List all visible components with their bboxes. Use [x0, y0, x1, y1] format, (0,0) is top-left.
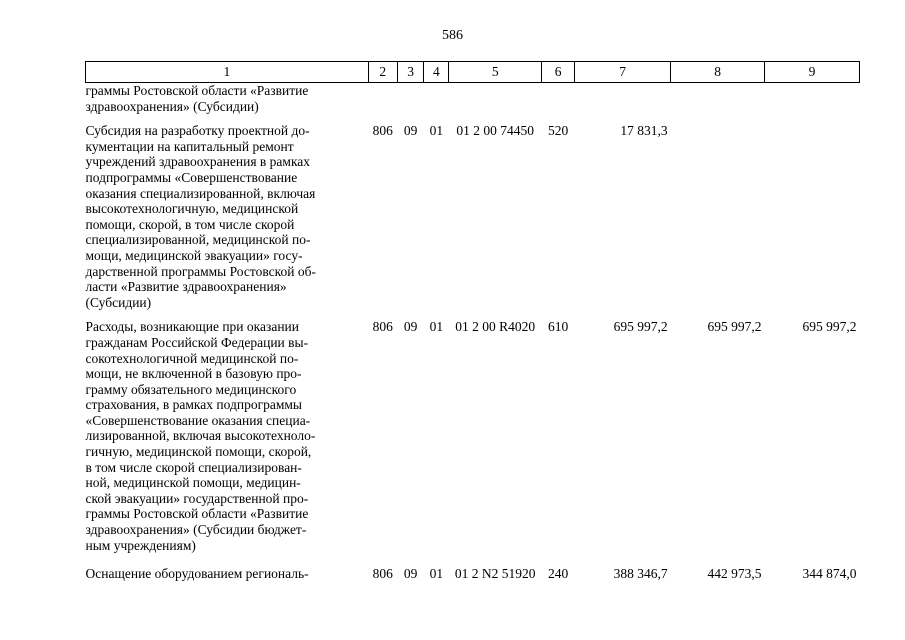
description-line: граммы Ростовской области «Развитие — [85, 506, 309, 522]
description-line: «Совершенствование оказания специа- — [85, 412, 311, 428]
cell-ministry: 806 — [372, 319, 393, 335]
description-line: Расходы, возникающие при оказании — [85, 319, 300, 335]
cell-amount-col7: 17 831,3 — [620, 123, 668, 139]
cell-subsection: 01 — [429, 123, 444, 139]
description-line: страхования, в рамках подпрограммы — [85, 397, 303, 413]
description-line: ной, медицинской помощи, медицин- — [85, 475, 301, 491]
description-line: оказания специализированной, включая — [85, 185, 316, 201]
description-line: граммы Ростовской области «Развитие — [85, 83, 309, 98]
table-row — [86, 83, 860, 115]
description-line: высокотехнологичную, медицинской — [85, 201, 299, 217]
description-line: помощи, скорой, в том числе скорой — [85, 216, 295, 232]
cell-ministry — [368, 83, 397, 115]
description-line: подпрограммы «Совершенствование — [85, 169, 298, 185]
description-line: Субсидия на разработку проектной до- — [85, 123, 310, 139]
header-col-2: 2 — [368, 62, 397, 83]
cell-expense-type: 610 — [548, 319, 569, 335]
cell-amount-col9 — [765, 83, 860, 115]
row-description — [86, 553, 369, 582]
description-line: гичную, медицинской помощи, скорой, — [85, 444, 312, 460]
header-col-9: 9 — [765, 62, 860, 83]
cell-subsection: 01 — [429, 566, 444, 582]
description-line: в том числе скорой специализирован- — [85, 459, 302, 475]
description-line: гражданам Российской Федерации вы- — [85, 334, 309, 350]
row-description — [86, 114, 369, 310]
budget-table — [85, 61, 860, 582]
row-description — [86, 310, 369, 553]
cell-amount-col8 — [671, 83, 765, 115]
description-line: здравоохранения» (Субсидии) — [85, 98, 259, 114]
header-col-1: 1 — [86, 62, 369, 83]
table-header-row — [86, 62, 860, 83]
cell-target-article: 01 2 00 R4020 — [455, 319, 536, 335]
cell-amount-col7 — [575, 83, 671, 115]
description-line: мощи, не включенной в базовую про- — [85, 366, 302, 382]
description-line: Оснащение оборудованием региональ- — [85, 566, 309, 582]
cell-amount-col8: 695 997,2 — [707, 319, 762, 335]
description-line: ласти «Развитие здравоохранения» — [85, 279, 287, 295]
cell-amount-col8 — [671, 114, 765, 310]
cell-target-article — [449, 83, 542, 115]
header-col-6: 6 — [542, 62, 575, 83]
cell-amount-col8: 442 973,5 — [707, 566, 762, 582]
cell-amount-col9: 695 997,2 — [802, 319, 857, 335]
header-col-8: 8 — [671, 62, 765, 83]
description-line: ской эвакуации» государственной про- — [85, 490, 309, 506]
description-line: ным учреждениям) — [85, 537, 196, 553]
cell-target-article: 01 2 N2 51920 — [454, 566, 536, 582]
page-number: 586 — [442, 28, 463, 43]
cell-section: 09 — [403, 319, 418, 335]
description-line: лизированной, включая высокотехноло- — [85, 428, 316, 444]
cell-expense-type — [542, 83, 575, 115]
description-line: кументации на капитальный ремонт — [85, 138, 294, 154]
table-row — [86, 553, 860, 582]
cell-section — [397, 83, 424, 115]
description-line: учреждений здравоохранения в рамках — [85, 154, 311, 170]
cell-target-article: 01 2 00 74450 — [456, 123, 534, 139]
description-line: здравоохранения» (Субсидии бюджет- — [85, 522, 307, 538]
description-line: специализированной, медицинской по- — [85, 232, 311, 248]
cell-section: 09 — [403, 123, 418, 139]
header-col-4: 4 — [424, 62, 449, 83]
cell-subsection — [424, 83, 449, 115]
table-row — [86, 310, 860, 553]
cell-ministry: 806 — [372, 566, 393, 582]
cell-expense-type: 520 — [548, 123, 569, 139]
cell-amount-col9 — [765, 114, 860, 310]
row-description — [86, 83, 369, 115]
cell-expense-type: 240 — [548, 566, 569, 582]
cell-amount-col7: 695 997,2 — [613, 319, 668, 335]
cell-subsection: 01 — [429, 319, 444, 335]
table-row — [86, 114, 860, 310]
description-line: мощи, медицинской эвакуации» госу- — [85, 247, 303, 263]
cell-amount-col7: 388 346,7 — [613, 566, 668, 582]
description-line: дарственной программы Ростовской об- — [85, 263, 316, 279]
header-col-7: 7 — [575, 62, 671, 83]
description-line: грамму обязательного медицинского — [85, 381, 297, 397]
cell-ministry: 806 — [372, 123, 393, 139]
cell-amount-col9: 344 874,0 — [802, 566, 857, 582]
header-col-3: 3 — [397, 62, 424, 83]
cell-section: 09 — [403, 566, 418, 582]
description-line: (Субсидии) — [85, 294, 152, 310]
description-line: сокотехнологичной медицинской по- — [85, 350, 299, 366]
header-col-5: 5 — [449, 62, 542, 83]
